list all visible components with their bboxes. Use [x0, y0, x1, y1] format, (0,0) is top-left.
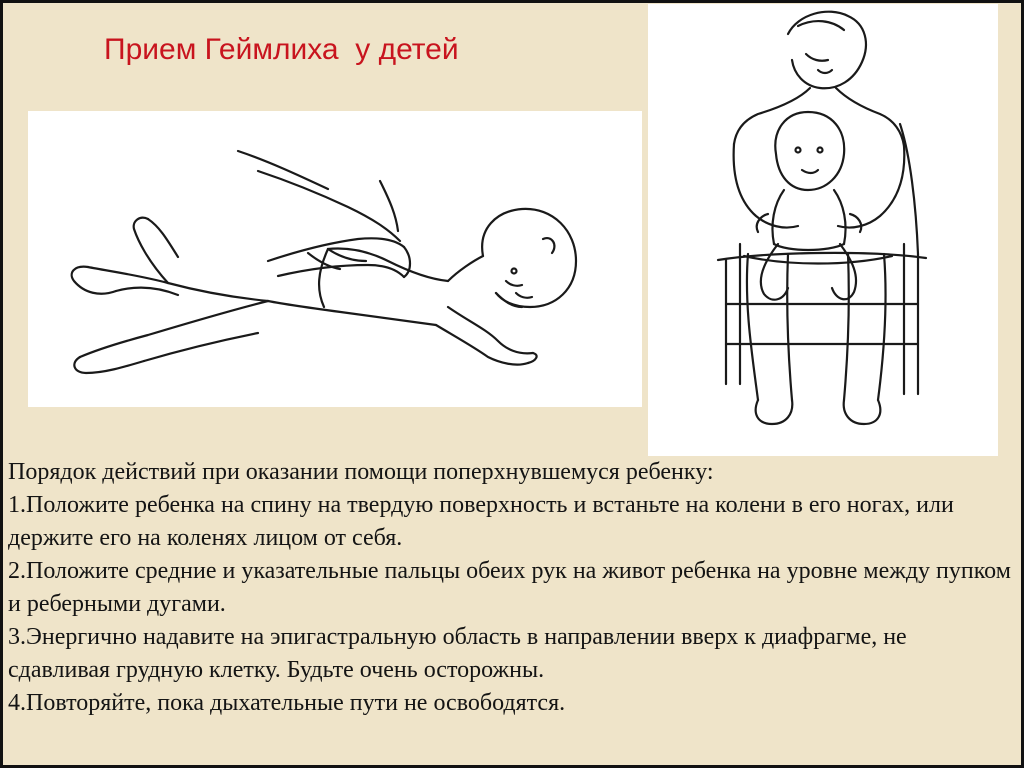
slide-border-top: [0, 0, 1024, 3]
instruction-step-2: 2.Положите средние и указательные пальцы обеих рук на живот ребенка на уровне между пупком и реберными дугами.: [8, 558, 1011, 617]
instruction-step-1: 1.Положите ребенка на спину на твердую поверхность и встаньте на колени в его ногах, или держите его на коленях лицом от себя.: [8, 492, 954, 551]
seated-adult-child-illustration: [648, 4, 998, 456]
instruction-step-3: 3.Энергично надавите на эпигастральную область в направлении вверх к диафрагме, не сдавливая грудную клетку. Будьте очень осторожны.: [8, 624, 907, 683]
slide-title: Прием Геймлиха у детей: [104, 33, 459, 66]
lying-infant-drawing: [28, 111, 642, 407]
seated-adult-child-drawing: [648, 4, 998, 456]
slide-border-left: [0, 0, 3, 768]
instructions-heading: Порядок действий при оказании помощи поперхнувшемуся ребенку:: [8, 459, 714, 485]
instruction-step-4: 4.Повторяйте, пока дыхательные пути не освободятся.: [8, 690, 566, 716]
instructions-text: [8, 456, 1012, 720]
lying-infant-illustration: [28, 111, 642, 407]
